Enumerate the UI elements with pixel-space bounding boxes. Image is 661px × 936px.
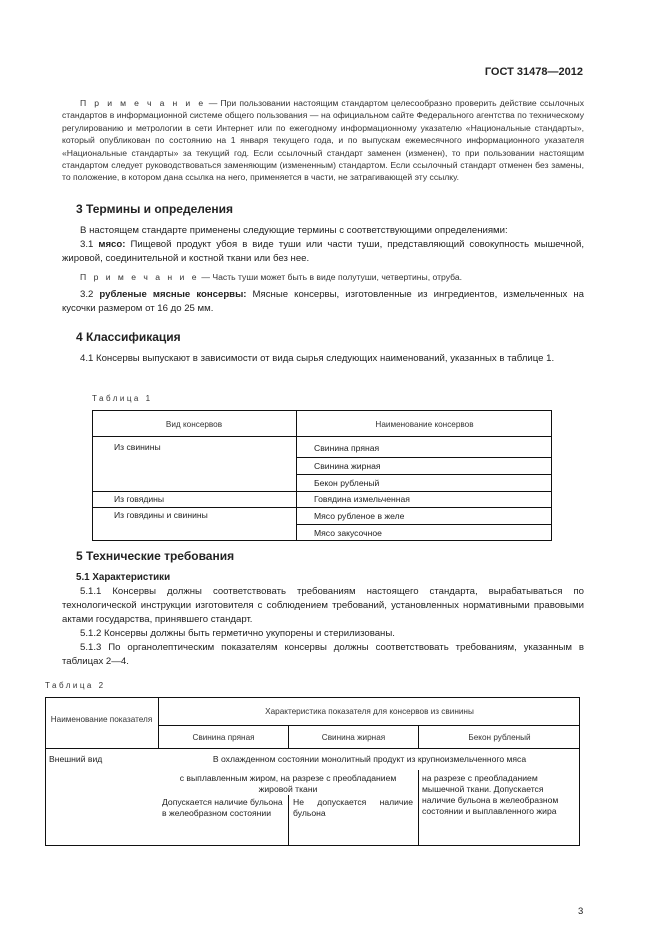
table-2-caption: Таблица 2 <box>45 681 106 690</box>
table-2-col1-header: Наименование показателя <box>50 715 153 724</box>
section-3-intro: В настоящем стандарте применены следующие термины с соответствующими определениями: <box>80 225 508 236</box>
table-1-group: Из свинины <box>114 442 161 452</box>
table-2-common12-cell: с выплавленным жиром, на разрезе с преобладанием жировой ткани <box>179 773 397 794</box>
term-definition: Пищевой продукт убоя в виде туши или части туши, представляющий совокупность мышечной, жировой, соединительной и костной ткани или без нее. <box>62 239 584 264</box>
note-text: — При пользовании настоящим стандартом целесообразно проверить действие ссылочных стандартов в информационной системе общего пользования — на официальном сайте Федерального агентства по техническому регулированию и метрологии в сети Интернет или по ежегодному информационному указателю «Национальные стандарты», который опубликован по состоянию на 1 января текущего года, и по выпускам ежемесячного информационного указателя «Национальные стандарты» за текущий год. Если ссылочный стандарт заменен (изменен), то при пользовании настоящим стандартом следует руководствоваться заменяющим (измененным) стандартом. Если ссылочный стандарт отменен без замены, то положение, в котором дана ссылка на него, применяется в части, не затрагивающей эту ссылку. <box>62 98 585 183</box>
table-2-subheader: Бекон рубленый <box>468 733 531 742</box>
table-2-cell: Допускается наличие бульона в желеобразном состоянии <box>162 797 283 818</box>
table-1-header: Наименование консервов <box>375 420 474 429</box>
subsection-5-1-heading: 5.1 Характеристики <box>76 572 171 583</box>
term-3-2 <box>62 288 584 316</box>
note-label: П р и м е ч а н и е <box>80 98 206 108</box>
table-2-common-cell: В охлажденном состоянии монолитный продукт из крупноизмельченного мяса <box>212 754 527 764</box>
table-2-subheader: Свинина пряная <box>192 733 255 742</box>
term-definition: Мясные консервы, изготовленные из ингредиентов, измельченных на кусочки размером от 16 до 25 мм. <box>62 289 584 314</box>
table-1-header: Вид консервов <box>165 420 223 429</box>
table-2-subheader: Свинина жирная <box>321 733 386 742</box>
term-name: мясо: <box>98 239 126 250</box>
paragraph-5-1-2: 5.1.2 Консервы должны быть герметично укупорены и стерилизованы. <box>80 628 395 639</box>
table-1-name: Говядина измельченная <box>314 494 410 504</box>
table-1-name: Мясо рубленое в желе <box>314 511 405 521</box>
term-name: рубленые мясные консервы: <box>99 289 247 300</box>
section-4-text: 4.1 Консервы выпускают в зависимости от вида сырья следующих наименований, указанных в таблице 1. <box>80 353 555 364</box>
paragraph-5-1-1: 5.1.1 Консервы должны соответствовать требованиям настоящего стандарта, вырабатываться по технологической инструкции изготовителя с соблюдением требований, установленных нормативными правовыми актами государства, принявшего стандарт. <box>62 586 584 625</box>
table-1-name: Свинина пряная <box>314 443 380 453</box>
term-3-1 <box>62 238 584 266</box>
table-2 <box>45 697 580 846</box>
paragraph-5-1-3: 5.1.3 По органолептическим показателям консервы должны соответствовать требованиям, указанным в таблицах 2—4. <box>62 642 584 667</box>
table-2-cell: на разрезе с преобладанием мышечной ткани. Допускается наличие бульона в желеобразном состоянии и выплавленного жира <box>422 773 559 816</box>
term-number: 3.1 <box>80 239 99 250</box>
document-id: ГОСТ 31478—2012 <box>484 66 583 78</box>
table-1 <box>92 410 552 541</box>
table-1-name: Бекон рубленый <box>314 478 380 488</box>
table-1-caption: Таблица 1 <box>92 394 153 403</box>
section-3-heading: 3 Термины и определения <box>76 202 234 216</box>
table-1-name: Мясо закусочное <box>314 528 382 538</box>
table-1-group: Из говядины и свинины <box>114 510 208 520</box>
table-2-cell: Не допускается наличие бульона <box>293 797 413 818</box>
note-term <box>62 271 584 283</box>
note-label: П р и м е ч а н и е <box>80 272 200 282</box>
table-2-row-label: Внешний вид <box>49 754 103 764</box>
section-5-heading: 5 Технические требования <box>76 549 235 563</box>
note-text: — Часть туши может быть в виде полутуши, четвертины, отруба. <box>199 272 462 282</box>
section-4-heading: 4 Классификация <box>76 330 181 344</box>
page-number: 3 <box>578 906 584 917</box>
term-number: 3.2 <box>80 289 100 300</box>
table-1-name: Свинина жирная <box>314 461 381 471</box>
note-references <box>62 97 584 184</box>
table-1-group: Из говядины <box>114 494 165 504</box>
table-2-group-header: Характеристика показателя для консервов из свинины <box>265 707 474 716</box>
